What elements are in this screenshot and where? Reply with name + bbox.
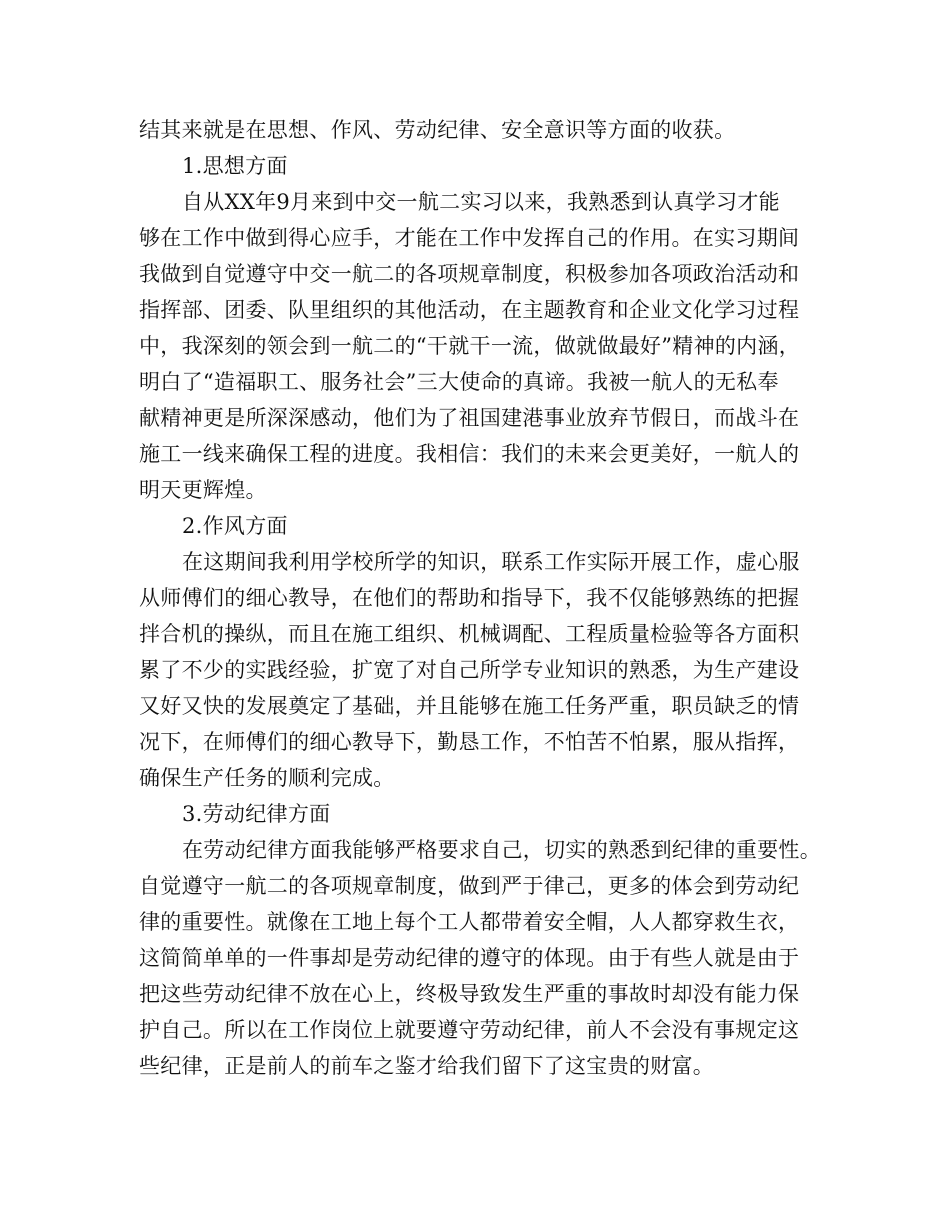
text-line: 这简简单单的一件事却是劳动纪律的遵守的体现。由于有些人就是由于	[139, 946, 800, 970]
text-line: 护自己。所以在工作岗位上就要遵守劳动纪律，前人不会没有事规定这	[139, 1018, 800, 1042]
text-line: 把这些劳动纪律不放在心上，终极导致发生严重的事故时却没有能力保	[139, 982, 800, 1006]
text-line: 我做到自觉遵守中交一航二的各项规章制度，积极参加各项政治活动和	[139, 262, 800, 286]
text-line: 在劳动纪律方面我能够严格要求自己，切实的熟悉到纪律的重要性。	[182, 838, 821, 862]
text-line: 明白了“造福职工、服务社会”三大使命的真谛。我被一航人的无私奉	[139, 370, 779, 394]
text-line: 况下，在师傅们的细心教导下，勤恳工作，不怕苦不怕累，服从指挥，	[139, 730, 800, 754]
text-line: 自觉遵守一航二的各项规章制度，做到严于律己，更多的体会到劳动纪	[139, 874, 800, 898]
text-line: 累了不少的实践经验，扩宽了对自己所学专业知识的熟悉，为生产建设	[139, 658, 800, 682]
text-line: 明天更辉煌。	[139, 478, 267, 502]
text-line: 从师傅们的细心教导，在他们的帮助和指导下，我不仅能够熟练的把握	[139, 586, 800, 610]
text-line: 指挥部、团委、队里组织的其他活动，在主题教育和企业文化学习过程	[139, 298, 800, 322]
text-line: 些纪律，正是前人的前车之鉴才给我们留下了这宝贵的财富。	[139, 1054, 715, 1078]
text-line: 自从XX年9月来到中交一航二实习以来，我熟悉到认真学习才能	[182, 190, 780, 214]
text-line: 律的重要性。就像在工地上每个工人都带着安全帽，人人都穿救生衣，	[139, 910, 800, 934]
section-heading: 2.作风方面	[182, 514, 288, 538]
section-heading: 1.思想方面	[182, 154, 288, 178]
text-line: 献精神更是所深深感动，他们为了祖国建港事业放弃节假日，而战斗在	[139, 406, 800, 430]
text-line: 又好又快的发展奠定了基础，并且能够在施工任务严重，职员缺乏的情	[139, 694, 800, 718]
text-line: 结其来就是在思想、作风、劳动纪律、安全意识等方面的收获。	[139, 118, 736, 142]
text-line: 中，我深刻的领会到一航二的“干就干一流，做就做最好”精神的内涵，	[139, 334, 801, 358]
text-line: 施工一线来确保工程的进度。我相信：我们的未来会更美好，一航人的	[139, 442, 800, 466]
text-line: 确保生产任务的顺利完成。	[139, 766, 395, 790]
text-line: 拌合机的操纵，而且在施工组织、机械调配、工程质量检验等各方面积	[139, 622, 800, 646]
section-heading: 3.劳动纪律方面	[182, 802, 331, 826]
text-line: 在这期间我利用学校所学的知识，联系工作实际开展工作，虚心服	[182, 550, 800, 574]
text-line: 够在工作中做到得心应手，才能在工作中发挥自己的作用。在实习期间	[139, 226, 800, 250]
